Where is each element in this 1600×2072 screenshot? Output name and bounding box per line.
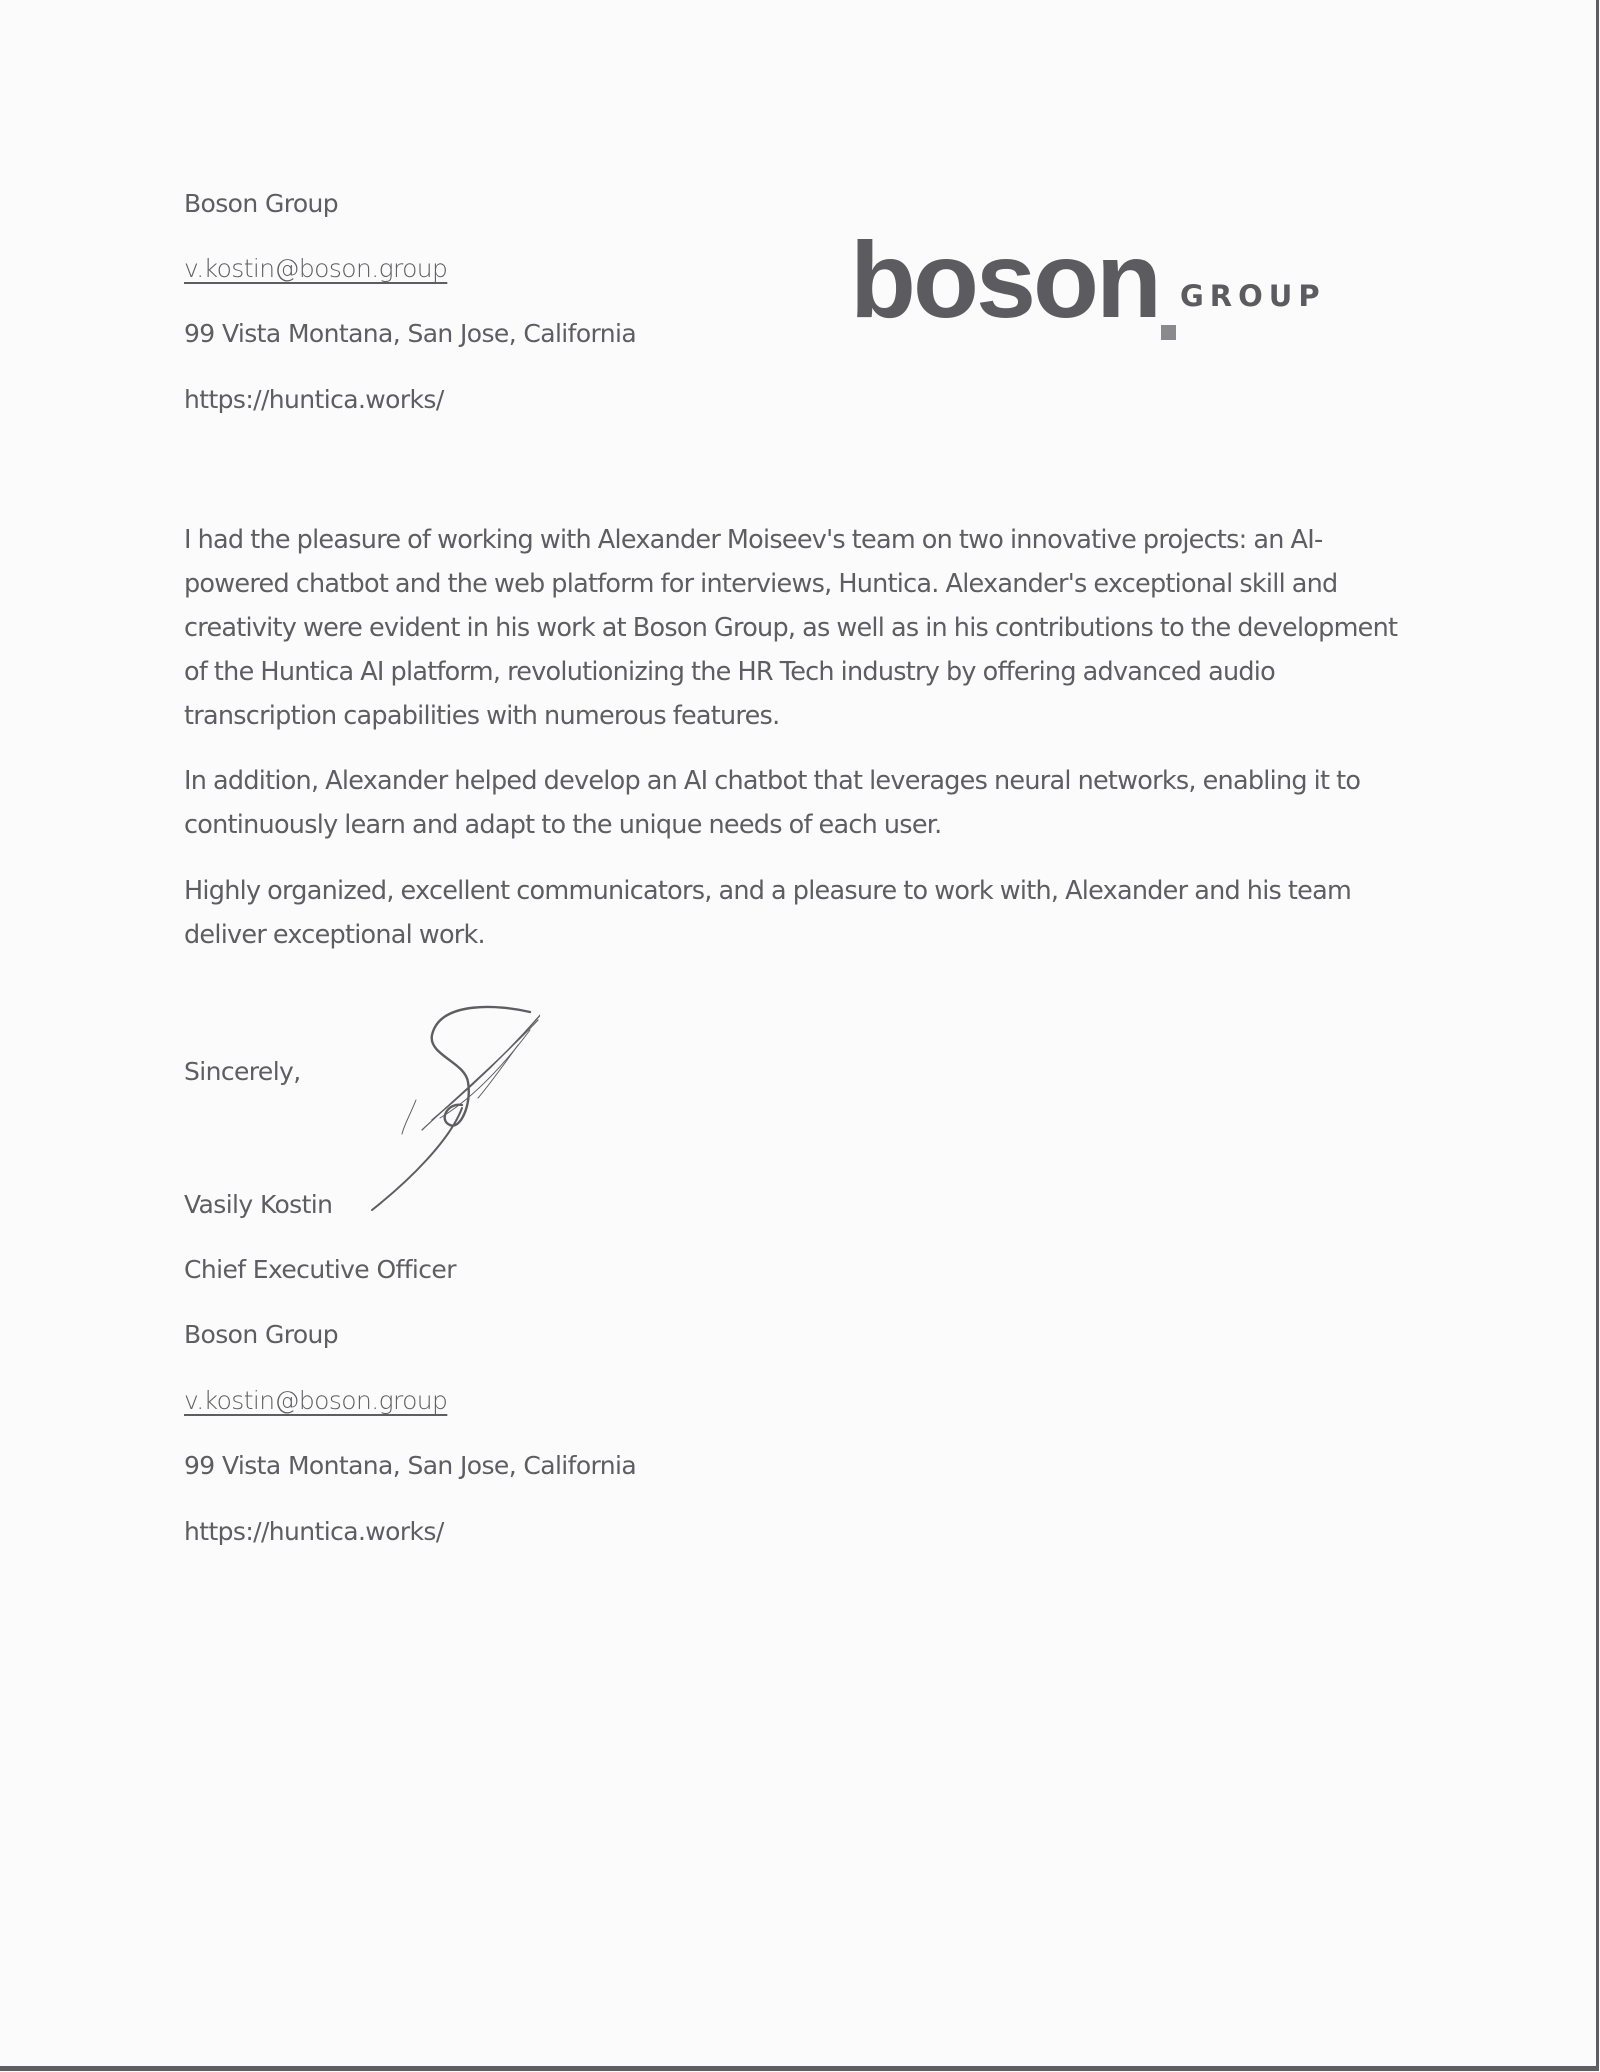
- logo-suffix: GROUP: [1180, 279, 1326, 313]
- body-paragraph-3: Highly organized, excellent communicators, and a pleasure to work with, Alexander and his team deliver exceptional work.: [184, 876, 1352, 950]
- logo-wordmark: boson: [850, 219, 1159, 340]
- body-paragraph-2: In addition, Alexander helped develop an AI chatbot that leverages neural networks, enabling it to continuously learn and adapt to the unique needs of each user.: [184, 766, 1361, 840]
- closing-address: 99 Vista Montana, San Jose, California: [184, 1451, 637, 1480]
- closing-title: Chief Executive Officer: [184, 1255, 456, 1284]
- closing-salutation: Sincerely,: [184, 1057, 301, 1086]
- signature-image: [370, 990, 540, 1220]
- logo-square-mark: [1161, 325, 1176, 340]
- boson-group-logo: [850, 219, 1330, 358]
- body-paragraph-1: I had the pleasure of working with Alexander Moiseev's team on two innovative projects: an AI-powered chatbot and the web platform for interviews, Huntica. Alexander's exceptional skill and creativity were evident in his work at Boson Group, as well as in his contributions to the development of the Huntica AI platform, revolutionizing the HR Tech industry by offering advanced audio transcription capabilities with numerous features.: [184, 525, 1398, 731]
- closing-website: https://huntica.works/: [184, 1517, 444, 1546]
- closing-company: Boson Group: [184, 1320, 339, 1349]
- closing-name: Vasily Kostin: [184, 1190, 333, 1219]
- header-company: Boson Group: [184, 189, 339, 218]
- header-address: 99 Vista Montana, San Jose, California: [184, 319, 637, 348]
- header-website: https://huntica.works/: [184, 385, 444, 414]
- closing-email-link[interactable]: v.kostin@boson.group: [184, 1386, 448, 1415]
- header-email-link[interactable]: v.kostin@boson.group: [184, 254, 448, 283]
